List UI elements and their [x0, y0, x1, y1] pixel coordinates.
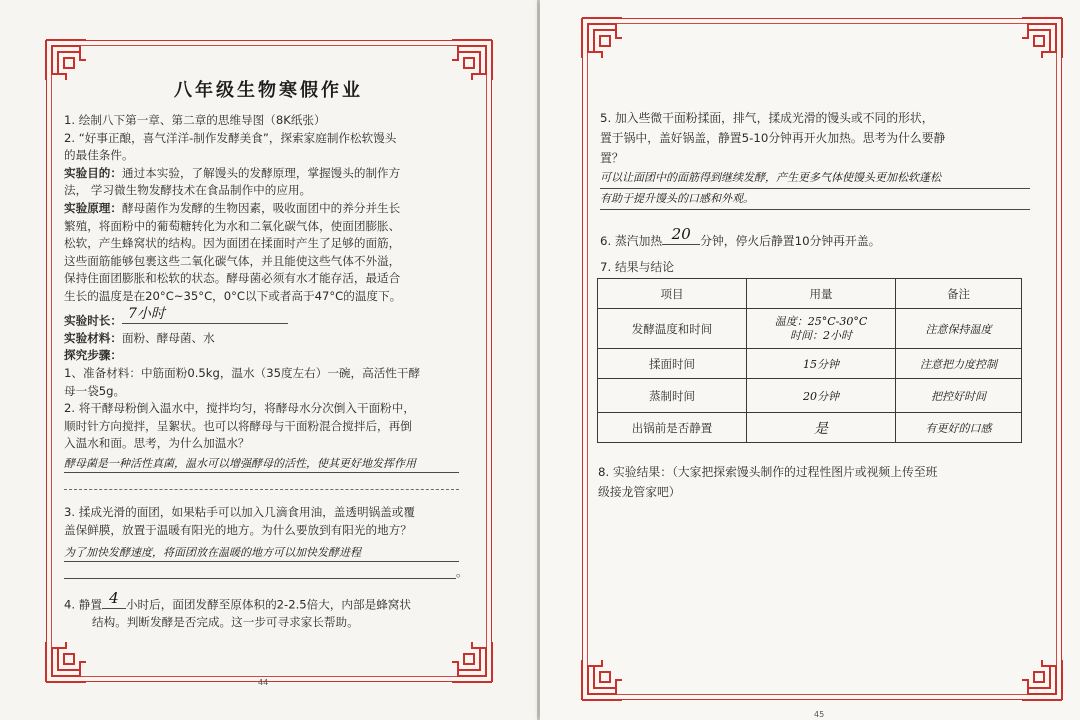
answer-line: [64, 562, 456, 579]
table-header-row: [598, 279, 1022, 309]
table-cell-item: 蒸制时间: [598, 379, 747, 413]
principle-line: 实验原理：酵母菌作为发酵的生物因素，吸收面团中的养分并生长: [64, 200, 401, 215]
table-cell-item: 出锅前是否静置: [598, 413, 747, 443]
item-1: 1. 绘制八下第一章、第二章的思维导图（8K纸张）: [64, 113, 326, 127]
table-header: 用量: [747, 279, 896, 309]
step-4-line: 结构。判断发酵是否完成。这一步可寻求家长帮助。: [92, 615, 359, 630]
principle-line: 松软，产生蜂窝状的结构。因为面团在揉面时产生了足够的面筋，: [64, 236, 401, 251]
table-cell-item: 发酵温度和时间: [598, 309, 747, 349]
answer-line: [64, 473, 459, 490]
principle-label: 实验原理：: [64, 200, 122, 215]
table-cell-note: 有更好的口感: [896, 413, 1022, 443]
step-5-line: 5. 加入些微干面粉揉面，排气，揉成光滑的馒头或不同的形状，: [600, 111, 934, 125]
step-7-heading: 7. 结果与结论: [600, 260, 674, 274]
purpose-line: 法， 学习微生物发酵技术在食品制作中的应用。: [64, 183, 312, 198]
principle-line: 保持住面团膨胀和松软的状态。酵母菌必须有水才能存活，最适合: [64, 271, 401, 286]
step-3-line: 盖保鲜膜，放置于温暖有阳光的地方。为什么要放到有阳光的地方？: [64, 523, 412, 538]
item-2-line: 的最佳条件。: [64, 148, 134, 163]
corner-ornament: [580, 658, 624, 702]
step-4-line: 4. 静置 4 小时后，面团发酵至原体积的2-2.5倍大，内部是蜂窝状: [64, 590, 411, 612]
corner-ornament: [1020, 16, 1064, 60]
principle-line: 繁殖，将面粉中的葡萄糖转化为水和二氧化碳气体，使面团膨胀、: [64, 218, 401, 233]
table-row: [598, 349, 1022, 379]
purpose-line: 实验目的：通过本实验，了解馒头的发酵原理，掌握馒头的制作方: [64, 165, 401, 180]
table-cell-amount: 温度：25°C-30°C 时间：2小时: [747, 309, 896, 349]
page-number: 44: [258, 678, 269, 687]
item-2-line: 2. “好事正酿，喜气洋洋-制作发酵美食”，探索家庭制作松软馒头: [64, 130, 397, 145]
steps-label: 探究步骤：: [64, 348, 122, 363]
step-1-line: 母一袋5g。: [64, 383, 126, 398]
step-5-answer: 有助于提升馒头的口感和外观。: [600, 189, 1030, 210]
step-4-value: 4: [102, 590, 126, 609]
table-cell-item: 揉面时间: [598, 349, 747, 379]
duration-label: 实验时长：: [64, 313, 122, 328]
left-page-body: [64, 112, 479, 632]
table-cell-note: 注意把力度控制: [896, 349, 1022, 379]
step-5-answer: 可以让面团中的面筋得到继续发酵，产生更多气体使馒头更加松软蓬松: [600, 168, 1030, 189]
step-1-line: 1、准备材料：中筋面粉0.5kg，温水（35度左右）一碗，高活性干酵: [64, 365, 421, 380]
page-number: 45: [814, 710, 825, 719]
principle-line: 这些面筋能够包裹这些二氧化碳气体，并且能使这些气体不外溢，: [64, 253, 401, 268]
table-cell-amount: 15分钟: [747, 349, 896, 379]
step-8-line: 8. 实验结果：（大家把探索馒头制作的过程性图片或视频上传至班: [598, 465, 938, 479]
page-title: 八年级生物寒假作业: [174, 80, 363, 101]
step-5-line: 置？: [600, 151, 624, 165]
principle-line: 生长的温度是在20°C~35°C，0°C以下或者高于47°C的温度下。: [64, 288, 402, 303]
table-header: 备注: [896, 279, 1022, 309]
step-2-line: 入温水和面。思考，为什么加温水？: [64, 436, 250, 451]
step-2-answer: 酵母菌是一种活性真菌，温水可以增强酵母的活性，使其更好地发挥作用: [64, 455, 459, 474]
table-cell-amount: 是: [747, 413, 896, 443]
table-header: 项目: [598, 279, 747, 309]
right-page-body: [600, 108, 1040, 277]
step-8-line: 级接龙管家吧）: [598, 485, 681, 499]
corner-ornament: [1020, 658, 1064, 702]
corner-ornament: [450, 640, 494, 684]
table-cell-note: 注意保持温度: [896, 309, 1022, 349]
step-2-line: 顺时针方向搅拌，呈絮状。也可以将酵母与干面粉混合搅拌后，再倒: [64, 418, 412, 433]
result-table: [597, 278, 1022, 443]
table-row: [598, 309, 1022, 349]
step-8: [598, 462, 1038, 502]
duration-line: [64, 306, 479, 330]
materials-label: 实验材料：: [64, 330, 122, 345]
left-page: [0, 0, 537, 720]
table-cell-note: 把控好时间: [896, 379, 1022, 413]
materials-line: 实验材料：面粉、酵母菌、水: [64, 330, 215, 345]
table-row: [598, 379, 1022, 413]
step-2-line: 2. 将干酵母粉倒入温水中，搅拌均匀，将酵母水分次倒入干面粉中，: [64, 401, 415, 416]
step-3-line: 3. 揉成光滑的面团，如果粘手可以加入几滴食用油，盖透明锅盖或覆: [64, 505, 415, 520]
duration-value: 7小时: [122, 306, 288, 325]
step-6-value: 20: [662, 224, 700, 245]
corner-ornament: [44, 640, 88, 684]
corner-ornament: [580, 16, 624, 60]
purpose-label: 实验目的：: [64, 165, 122, 180]
step-5-line: 置于锅中，盖好锅盖，静置5-10分钟再开火加热。思考为什么要静: [600, 131, 946, 145]
table-cell-amount: 20分钟: [747, 379, 896, 413]
step-6-line: 6. 蒸汽加热 20 分钟，停火后静置10分钟再开盖。: [600, 225, 881, 248]
step-3-end: 。: [456, 565, 468, 580]
table-row: [598, 413, 1022, 443]
step-3-answer: 为了加快发酵速度，将面团放在温暖的地方可以加快发酵进程: [64, 544, 459, 563]
